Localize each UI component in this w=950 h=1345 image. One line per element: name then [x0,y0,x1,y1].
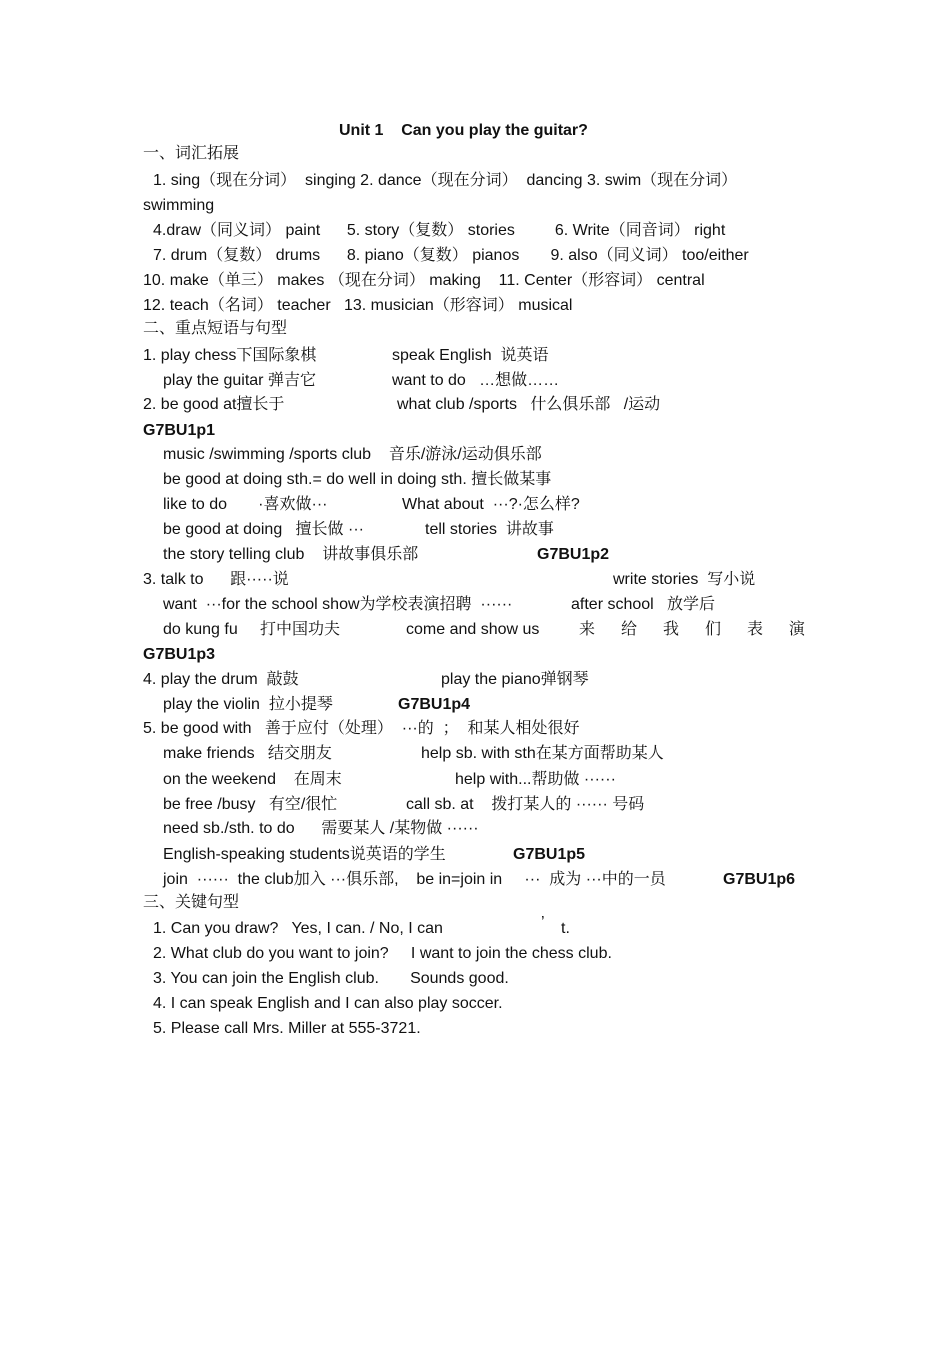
phrase-item: need sb./sth. to do 需要某人 /某物做 ······ [163,820,479,837]
phrase-item: come and show us [406,621,540,638]
phrase-item: 2. be good at擅长于 [143,396,285,413]
phrase-item: 3. talk to 跟·····说 [143,571,289,588]
phrase-item: play the guitar 弹吉它 [163,372,316,389]
phrase-item: be good at doing 擅长做 ··· [163,521,364,538]
phrase-item: be good at doing sth.= do well in doing sth. 擅长做某事 [163,471,552,488]
section-heading-key-sentences: 三、关键句型 [143,894,240,911]
phrase-item: like to do ·喜欢做··· [163,496,328,513]
phrase-item: 4. play the drum 敲鼓 [143,671,299,688]
phrase-item: join ······ the club加入 ···俱乐部, be in=join in ··· 成为 ···中的一员 [163,871,666,888]
section-heading-vocabulary: 一、词汇拓展 [143,145,240,162]
char: 来 [579,621,596,638]
sentence-item: 4. I can speak English and I can also play soccer. [153,995,503,1012]
phrase-item: write stories 写小说 [613,571,756,588]
lesson-code: G7BU1p6 [723,871,796,888]
phrase-item: 1. play chess下国际象棋 [143,347,317,364]
lesson-code: G7BU1p3 [143,646,216,663]
phrase-item: tell stories 讲故事 [425,521,554,538]
char: 们 [704,621,721,638]
phrase-item: what club /sports 什么俱乐部 /运动 [397,396,661,413]
lesson-code: G7BU1p5 [513,846,586,863]
phrase-item: want to do …想做…… [392,372,560,389]
vocab-line: 12. teach（名词） teacher 13. musician（形容词） musical [143,297,573,314]
apostrophe-mark: ’ [541,914,545,931]
section-heading-phrases: 二、重点短语与句型 [143,320,288,337]
page-title: Unit 1 Can you play the guitar? [339,122,588,139]
phrase-item: play the violin 拉小提琴 [163,696,333,713]
lesson-code: G7BU1p2 [537,546,610,563]
phrase-item: English-speaking students说英语的学生 [163,846,446,863]
phrase-item: after school 放学后 [571,596,716,613]
vocab-line: 1. sing（现在分词） singing 2. dance（现在分词） dancing 3. swim（现在分词） [153,172,738,189]
phrase-translation [579,619,805,641]
sentence-item: t. [561,920,570,937]
phrase-item: call sb. at 拨打某人的 ······ 号码 [406,796,645,813]
vocab-line: 4.draw（同义词） paint 5. story（复数） stories 6. Write（同音词） right [153,222,726,239]
phrase-item: the story telling club 讲故事俱乐部 [163,546,419,563]
vocab-line: 10. make（单三） makes （现在分词） making 11. Center（形容词） central [143,272,705,289]
char: 表 [746,621,763,638]
sentence-item: 2. What club do you want to join? I want to join the chess club. [153,945,612,962]
phrase-item: help sb. with sth在某方面帮助某人 [421,745,664,762]
phrase-item: music /swimming /sports club 音乐/游泳/运动俱乐部 [163,446,542,463]
vocab-line: 7. drum（复数） drums 8. piano（复数） pianos 9. also（同义词） too/either [153,247,749,264]
sentence-item: 5. Please call Mrs. Miller at 555-3721. [153,1020,421,1037]
phrase-item: play the piano弹钢琴 [441,671,589,688]
sentence-item: 1. Can you draw? Yes, I can. / No, I can [153,920,443,937]
phrase-item: What about ···?·怎么样? [402,496,580,513]
phrase-item: do kung fu 打中国功夫 [163,621,340,638]
sentence-item: 3. You can join the English club. Sounds good. [153,970,509,987]
char: 演 [788,621,805,638]
char: 我 [662,621,679,638]
phrase-item: on the weekend 在周末 [163,771,342,788]
phrase-item: 5. be good with 善于应付（处理） ···的 ； 和某人相处很好 [143,720,580,737]
phrase-item: help with...帮助做 ······ [455,771,616,788]
phrase-item: be free /busy 有空/很忙 [163,796,338,813]
phrase-item: make friends 结交朋友 [163,745,332,762]
vocab-line: swimming [143,197,215,214]
phrase-item: speak English 说英语 [392,347,549,364]
phrase-item: want ···for the school show为学校表演招聘 ······ [163,596,513,613]
lesson-code: G7BU1p4 [398,696,471,713]
lesson-code: G7BU1p1 [143,422,216,439]
char: 给 [620,621,637,638]
